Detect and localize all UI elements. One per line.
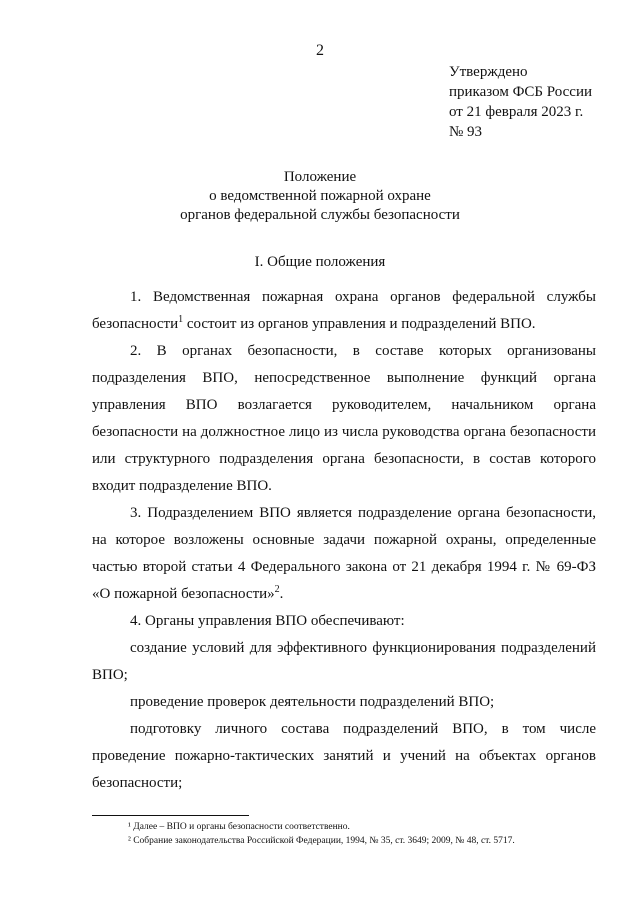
footnote-ref-1: 1 <box>178 314 184 325</box>
approval-line-4: № 93 <box>449 124 483 140</box>
footnote-divider <box>92 815 249 816</box>
paragraph-2: 2. В органах безопасности, в составе которых организованы подразделения ВПО, непосредственное выполнение функций органа управления ВПО возлагается руководителем, начальником органа безопасности на должностное лицо из числа руководства органа безопасности или структурного подразделения органа безопасности, в состав которого входит подразделение ВПО. <box>92 343 596 494</box>
footnotes <box>128 820 515 848</box>
title-line-2: о ведомственной пожарной охране <box>209 188 431 204</box>
paragraph-3-text: 3. Подразделением ВПО является подразделение органа безопасности, на которое возложены основные задачи пожарной охраны, определенные частью второй статьи 4 Федерального закона от 21 декабря 1994 г. № 69-ФЗ «О пожарной безопасности» <box>92 505 596 602</box>
approval-line-1: Утверждено <box>449 64 528 80</box>
paragraph-3-tail: . <box>279 586 284 602</box>
title-line-1: Положение <box>283 169 357 185</box>
paragraph-6: проведение проверок деятельности подразделений ВПО; <box>130 694 495 710</box>
paragraph-1 <box>92 284 596 338</box>
footnote-1: ¹ Далее – ВПО и органы безопасности соответственно. <box>128 822 350 832</box>
paragraph-1-tail: состоит из органов управления и подразделений ВПО. <box>183 316 536 332</box>
paragraph-1-text: 1. Ведомственная пожарная охрана органов федеральной службы безопасности <box>92 289 596 332</box>
footnote-ref-2: 2 <box>274 584 280 595</box>
section-heading: I. Общие положения <box>254 254 386 270</box>
approval-line-3: от 21 февраля 2023 г. <box>449 104 584 120</box>
approval-block <box>449 62 592 142</box>
paragraph-3 <box>92 500 596 608</box>
approval-line-2: приказом ФСБ России <box>449 84 592 100</box>
document-body <box>92 284 596 797</box>
paragraph-5: создание условий для эффективного функционирования подразделений ВПО; <box>92 640 596 683</box>
page-number: 2 <box>316 42 324 59</box>
title-line-3: органов федеральной службы безопасности <box>180 207 460 223</box>
document-title <box>0 168 640 225</box>
paragraph-7: подготовку личного состава подразделений ВПО, в том числе проведение пожарно-тактических занятий и учений на объектах органов безопасности; <box>92 721 596 791</box>
paragraph-4: 4. Органы управления ВПО обеспечивают: <box>130 613 405 629</box>
footnote-2: ² Собрание законодательства Российской Федерации, 1994, № 35, ст. 3649; 2009, № 48, ст. 5717. <box>128 836 515 846</box>
